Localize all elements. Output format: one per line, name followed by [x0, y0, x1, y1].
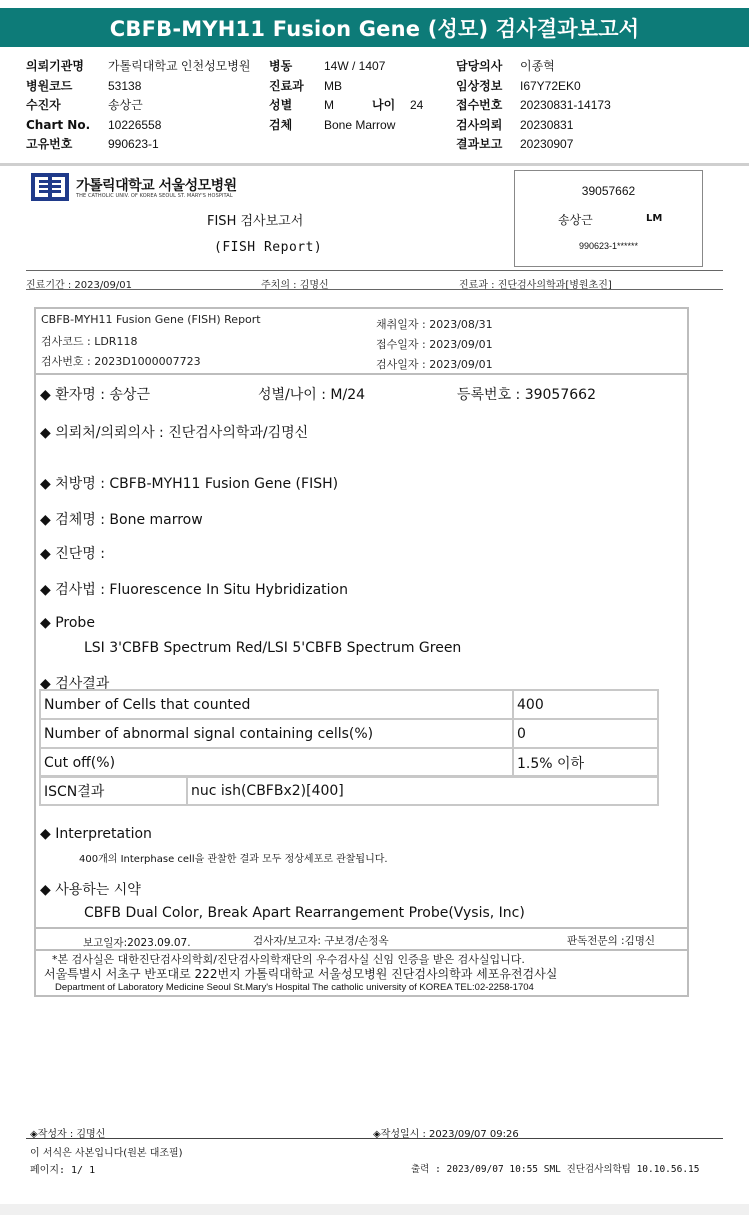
value-sex: M	[324, 98, 334, 113]
label-sex: 성별	[269, 98, 293, 113]
reagent-label: ◆ 사용하는 시약	[40, 882, 141, 898]
value-accession-no: 20230831-14173	[520, 98, 611, 113]
page-info: 페이지: 1/ 1	[30, 1165, 96, 1176]
header-separator	[0, 163, 749, 166]
patient-name: ◆ 환자명 : 송상근	[40, 387, 150, 403]
label-chart-no: Chart No.	[26, 117, 91, 132]
interpretation-label: ◆ Interpretation	[40, 826, 152, 842]
value-physician: 이종혁	[520, 59, 555, 74]
interpretation-text: 400개의 Interphase cell을 관찰한 결과 모두 정상세포로 관찰됩니다.	[79, 854, 388, 865]
test-method: ◆ 검사법 : Fluorescence In Situ Hybridization	[40, 582, 348, 598]
diagnosis: ◆ 진단명 :	[40, 546, 105, 562]
lab-address: 서울특별시 서초구 반포대로 222번지 가톨릭대학교 서울성모병원 진단검사의학과 세포유전검사실	[44, 967, 558, 981]
header-col-1	[26, 57, 250, 155]
table-row	[40, 719, 658, 748]
report-title-bar	[0, 8, 749, 47]
receive-date: 접수일자 : 2023/09/01	[376, 338, 493, 351]
report-title: CBFB-MYH11 Fusion Gene (성모) 검사결과보고서	[109, 16, 640, 41]
fish-report-title: FISH 검사보고서	[207, 214, 304, 229]
label-age: 나이	[372, 98, 396, 113]
table-row	[40, 748, 658, 777]
visit-rule-bottom	[26, 289, 723, 290]
visit-rule-top	[26, 270, 723, 271]
bottom-rule	[26, 1138, 723, 1139]
value-report-date: 20230907	[520, 137, 574, 152]
hospital-logo-icon	[31, 173, 69, 201]
probe-label: ◆ Probe	[40, 615, 95, 631]
header-col-3	[456, 57, 611, 155]
cutoff-label: Cut off(%)	[40, 748, 513, 777]
probe-value: LSI 3'CBFB Spectrum Red/LSI 5'CBFB Spectrum Green	[84, 640, 462, 656]
abnormal-cells-label: Number of abnormal signal containing cells(%)	[40, 719, 513, 748]
reviewer: 판독전문의 :김명신	[567, 935, 656, 947]
id-reg-no: 39057662	[581, 184, 636, 198]
iscn-table	[39, 775, 659, 806]
lab-dept-en: Department of Laboratory Medicine Seoul St.Mary's Hospital The catholic university of KOREA TEL:02-2258-1704	[55, 982, 534, 993]
cutoff-value: 1.5% 이하	[513, 748, 658, 777]
patient-id-box	[514, 170, 703, 267]
print-info: 출력 : 2023/09/07 10:55 SML 진단검사의학팀 10.10.56.15	[411, 1164, 700, 1175]
specimen-name: ◆ 검체명 : Bone marrow	[40, 512, 203, 528]
label-institution: 의뢰기관명	[26, 59, 84, 74]
iscn-label: ISCN결과	[40, 776, 187, 805]
label-specimen: 검체	[269, 117, 293, 132]
label-request-date: 검사의뢰	[456, 117, 503, 132]
visit-doctor: 주치의 : 김명신	[261, 280, 329, 291]
fish-report-title-en: (FISH Report)	[214, 240, 323, 255]
cells-counted-value: 400	[513, 690, 658, 719]
value-patient: 송상근	[108, 98, 143, 113]
label-clinical-info: 임상정보	[456, 78, 503, 93]
label-physician: 담당의사	[456, 59, 503, 74]
value-institution: 가톨릭대학교 인천성모병원	[108, 59, 251, 74]
test-name: CBFB-MYH11 Fusion Gene (FISH) Report	[41, 313, 261, 326]
value-age: 24	[410, 98, 424, 113]
id-name: 송상근	[558, 213, 593, 227]
abnormal-cells-value: 0	[513, 719, 658, 748]
report-date: 보고일자:2023.09.07.	[83, 937, 191, 949]
table-row	[40, 690, 658, 719]
label-accession-no: 접수번호	[456, 98, 503, 113]
label-hospital-code: 병원코드	[26, 78, 73, 93]
label-unique-no: 고유번호	[26, 137, 73, 152]
frame-divider-top	[36, 373, 687, 375]
value-dept: MB	[324, 78, 342, 93]
author: ◈작성자 : 김명신	[30, 1129, 106, 1140]
prescription: ◆ 처방명 : CBFB-MYH11 Fusion Gene (FISH)	[40, 476, 339, 492]
page-bottom-strip	[0, 1204, 749, 1215]
value-ward: 14W / 1407	[324, 59, 386, 74]
id-masked: 990623-1******	[578, 241, 639, 251]
reagent-text: CBFB Dual Color, Break Apart Rearrangement Probe(Vysis, Inc)	[84, 905, 525, 921]
registration-no: 등록번호 : 39057662	[457, 387, 596, 403]
label-ward: 병동	[269, 59, 293, 74]
visit-dept: 진료과 : 진단검사의학과[병원초진]	[459, 280, 612, 291]
value-hospital-code: 53138	[108, 78, 142, 93]
hospital-name: 가톨릭대학교 서울성모병원	[76, 178, 237, 194]
value-unique-no: 990623-1	[108, 137, 159, 152]
frame-divider-footer	[36, 927, 687, 929]
label-dept: 진료과	[269, 78, 304, 93]
id-tag: LM	[646, 213, 663, 224]
value-clinical-info: I67Y72EK0	[520, 78, 581, 93]
testers: 검사자/보고자: 구보경/손정옥	[253, 935, 389, 947]
lab-certification: *본 검사실은 대한진단검사의학회/진단검사의학재단의 우수검사실 신임 인증을 받은 검사실입니다.	[52, 953, 525, 966]
written-date: ◈작성일시 : 2023/09/07 09:26	[373, 1129, 519, 1140]
sex-age: 성별/나이 : M/24	[258, 387, 366, 403]
test-date: 검사일자 : 2023/09/01	[376, 358, 493, 371]
test-no: 검사번호 : 2023D1000007723	[41, 355, 201, 368]
cells-counted-label: Number of Cells that counted	[40, 690, 513, 719]
iscn-value: nuc ish(CBFBx2)[400]	[187, 776, 658, 805]
referrer: ◆ 의뢰처/의뢰의사 : 진단검사의학과/김명신	[40, 425, 309, 441]
copy-note: 이 서식은 사본입니다(원본 대조필)	[30, 1148, 183, 1159]
header-col-2	[269, 57, 423, 135]
table-row	[40, 776, 658, 805]
value-request-date: 20230831	[520, 117, 574, 132]
collect-date: 채취일자 : 2023/08/31	[376, 318, 493, 331]
hospital-name-en: THE CATHOLIC UNIV. OF KOREA SEOUL ST. MARY'S HOSPITAL	[76, 193, 233, 199]
result-label: ◆ 검사결과	[40, 676, 110, 692]
label-report-date: 결과보고	[456, 137, 503, 152]
label-patient: 수진자	[26, 98, 61, 113]
value-chart-no: 10226558	[108, 117, 162, 132]
test-code: 검사코드 : LDR118	[41, 335, 138, 348]
visit-period: 진료기간 : 2023/09/01	[26, 280, 133, 291]
result-table	[39, 689, 659, 778]
value-specimen: Bone Marrow	[324, 117, 396, 132]
